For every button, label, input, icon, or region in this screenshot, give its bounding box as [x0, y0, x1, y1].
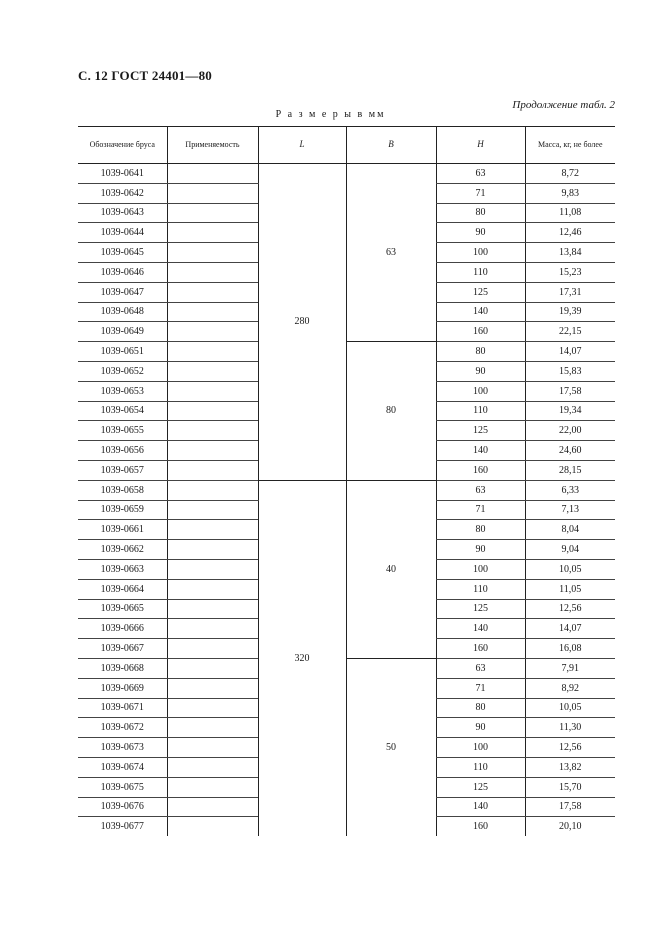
height-cell: 140 — [436, 441, 525, 461]
height-cell: 160 — [436, 639, 525, 659]
height-cell: 125 — [436, 282, 525, 302]
applicability-cell — [167, 738, 258, 758]
applicability-cell — [167, 441, 258, 461]
header-designation: Обозначение бруса — [78, 127, 167, 164]
width-group-cell: 50 — [346, 658, 436, 836]
applicability-cell — [167, 282, 258, 302]
designation-cell: 1039-0657 — [78, 460, 167, 480]
designation-cell: 1039-0648 — [78, 302, 167, 322]
applicability-cell — [167, 381, 258, 401]
applicability-cell — [167, 243, 258, 263]
height-cell: 71 — [436, 678, 525, 698]
height-cell: 80 — [436, 698, 525, 718]
applicability-cell — [167, 183, 258, 203]
designation-cell: 1039-0642 — [78, 183, 167, 203]
applicability-cell — [167, 639, 258, 659]
table-row — [78, 164, 615, 184]
height-cell: 110 — [436, 579, 525, 599]
height-cell: 90 — [436, 540, 525, 560]
designation-cell: 1039-0649 — [78, 322, 167, 342]
mass-cell: 9,04 — [525, 540, 615, 560]
page-header: С. 12 ГОСТ 24401—80 — [78, 68, 212, 83]
height-cell: 140 — [436, 797, 525, 817]
designation-cell: 1039-0645 — [78, 243, 167, 263]
applicability-cell — [167, 480, 258, 500]
applicability-cell — [167, 777, 258, 797]
mass-cell: 6,33 — [525, 480, 615, 500]
applicability-cell — [167, 559, 258, 579]
height-cell: 100 — [436, 738, 525, 758]
designation-cell: 1039-0643 — [78, 203, 167, 223]
height-cell: 90 — [436, 718, 525, 738]
designation-cell: 1039-0666 — [78, 619, 167, 639]
height-cell: 110 — [436, 757, 525, 777]
table-row — [78, 658, 615, 678]
mass-cell: 17,31 — [525, 282, 615, 302]
mass-cell: 19,34 — [525, 401, 615, 421]
mass-cell: 15,83 — [525, 361, 615, 381]
mass-cell: 8,72 — [525, 164, 615, 184]
applicability-cell — [167, 579, 258, 599]
designation-cell: 1039-0663 — [78, 559, 167, 579]
applicability-cell — [167, 757, 258, 777]
designation-cell: 1039-0673 — [78, 738, 167, 758]
designation-cell: 1039-0651 — [78, 342, 167, 362]
mass-cell: 14,07 — [525, 342, 615, 362]
mass-cell: 22,15 — [525, 322, 615, 342]
designation-cell: 1039-0641 — [78, 164, 167, 184]
designation-cell: 1039-0677 — [100, 821, 144, 833]
applicability-cell — [167, 678, 258, 698]
height-cell: 160 — [436, 817, 525, 836]
applicability-cell — [167, 540, 258, 560]
designation-cell: 1039-0674 — [78, 757, 167, 777]
header-applicability: Применяемость — [167, 127, 258, 164]
applicability-cell — [167, 342, 258, 362]
width-group-cell: 63 — [346, 164, 436, 342]
applicability-cell — [167, 698, 258, 718]
height-cell: 100 — [436, 243, 525, 263]
table-continuation-label: Продолжение табл. 2 — [512, 99, 615, 111]
header-width: B — [346, 127, 436, 164]
mass-cell: 11,08 — [525, 203, 615, 223]
designation-cell: 1039-0646 — [78, 262, 167, 282]
applicability-cell — [167, 658, 258, 678]
mass-cell: 16,08 — [525, 639, 615, 659]
width-group-cell: 40 — [346, 480, 436, 658]
height-cell: 71 — [436, 500, 525, 520]
height-cell: 140 — [436, 619, 525, 639]
designation-cell: 1039-0655 — [78, 421, 167, 441]
height-cell: 100 — [436, 559, 525, 579]
table-body — [78, 164, 615, 837]
designation-cell: 1039-0667 — [78, 639, 167, 659]
bar-dimensions-table — [78, 126, 615, 836]
height-cell: 110 — [436, 401, 525, 421]
designation-cell: 1039-0664 — [78, 579, 167, 599]
height-cell: 110 — [436, 262, 525, 282]
height-cell: 125 — [436, 599, 525, 619]
applicability-cell — [167, 718, 258, 738]
applicability-cell — [167, 164, 258, 184]
height-cell: 80 — [436, 520, 525, 540]
designation-cell: 1039-0653 — [78, 381, 167, 401]
applicability-cell — [167, 302, 258, 322]
height-cell: 90 — [436, 223, 525, 243]
designation-cell: 1039-0668 — [78, 658, 167, 678]
applicability-cell — [167, 361, 258, 381]
header-mass: Масса, кг, не более — [525, 127, 615, 164]
header-height: H — [436, 127, 525, 164]
mass-cell: 7,91 — [525, 658, 615, 678]
mass-cell: 8,92 — [525, 678, 615, 698]
mass-cell: 17,58 — [525, 381, 615, 401]
mass-cell: 11,30 — [525, 718, 615, 738]
applicability-cell — [167, 421, 258, 441]
height-cell: 63 — [436, 480, 525, 500]
table-header-row — [78, 127, 615, 164]
height-cell: 90 — [436, 361, 525, 381]
designation-cell: 1039-0675 — [78, 777, 167, 797]
applicability-cell — [167, 817, 258, 836]
height-cell: 160 — [436, 460, 525, 480]
mass-cell: 10,05 — [525, 559, 615, 579]
designation-cell: 1039-0665 — [78, 599, 167, 619]
mass-cell: 28,15 — [525, 460, 615, 480]
mass-cell: 11,05 — [525, 579, 615, 599]
designation-cell: 1039-0652 — [78, 361, 167, 381]
height-cell: 63 — [436, 658, 525, 678]
applicability-cell — [167, 203, 258, 223]
mass-cell: 20,10 — [525, 817, 615, 836]
mass-cell: 12,46 — [525, 223, 615, 243]
dimensions-caption: Р а з м е р ы в мм — [275, 109, 386, 120]
designation-cell: 1039-0647 — [78, 282, 167, 302]
designation-cell: 1039-0669 — [78, 678, 167, 698]
height-cell: 160 — [436, 322, 525, 342]
mass-cell: 19,39 — [525, 302, 615, 322]
designation-cell: 1039-0661 — [78, 520, 167, 540]
mass-cell: 8,04 — [525, 520, 615, 540]
applicability-cell — [167, 401, 258, 421]
mass-cell: 10,05 — [525, 698, 615, 718]
applicability-cell — [167, 223, 258, 243]
mass-cell: 15,70 — [525, 777, 615, 797]
designation-cell: 1039-0671 — [78, 698, 167, 718]
mass-cell: 12,56 — [525, 738, 615, 758]
designation-cell: 1039-0676 — [78, 797, 167, 817]
mass-cell: 12,56 — [525, 599, 615, 619]
length-group-cell: 280 — [258, 164, 346, 481]
mass-cell: 14,07 — [525, 619, 615, 639]
height-cell: 71 — [436, 183, 525, 203]
header-length: L — [258, 127, 346, 164]
mass-cell: 7,13 — [525, 500, 615, 520]
applicability-cell — [167, 322, 258, 342]
mass-cell: 13,84 — [525, 243, 615, 263]
height-cell: 63 — [436, 164, 525, 184]
designation-cell: 1039-0658 — [78, 480, 167, 500]
applicability-cell — [167, 520, 258, 540]
table-row — [78, 480, 615, 500]
height-cell: 125 — [436, 777, 525, 797]
table-row — [78, 342, 615, 362]
mass-cell: 17,58 — [525, 797, 615, 817]
applicability-cell — [167, 262, 258, 282]
length-group-cell: 320 — [258, 480, 346, 836]
height-cell: 125 — [436, 421, 525, 441]
mass-cell: 9,83 — [525, 183, 615, 203]
height-cell: 100 — [436, 381, 525, 401]
designation-cell: 1039-0662 — [78, 540, 167, 560]
applicability-cell — [167, 619, 258, 639]
mass-cell: 15,23 — [525, 262, 615, 282]
designation-cell: 1039-0656 — [78, 441, 167, 461]
applicability-cell — [167, 460, 258, 480]
designation-cell: 1039-0672 — [78, 718, 167, 738]
applicability-cell — [167, 500, 258, 520]
applicability-cell — [167, 797, 258, 817]
mass-cell: 13,82 — [525, 757, 615, 777]
width-group-cell: 80 — [346, 342, 436, 481]
mass-cell: 22,00 — [525, 421, 615, 441]
applicability-cell — [167, 599, 258, 619]
height-cell: 80 — [436, 342, 525, 362]
designation-cell: 1039-0659 — [78, 500, 167, 520]
height-cell: 80 — [436, 203, 525, 223]
designation-cell: 1039-0644 — [78, 223, 167, 243]
height-cell: 140 — [436, 302, 525, 322]
designation-cell: 1039-0654 — [78, 401, 167, 421]
mass-cell: 24,60 — [525, 441, 615, 461]
